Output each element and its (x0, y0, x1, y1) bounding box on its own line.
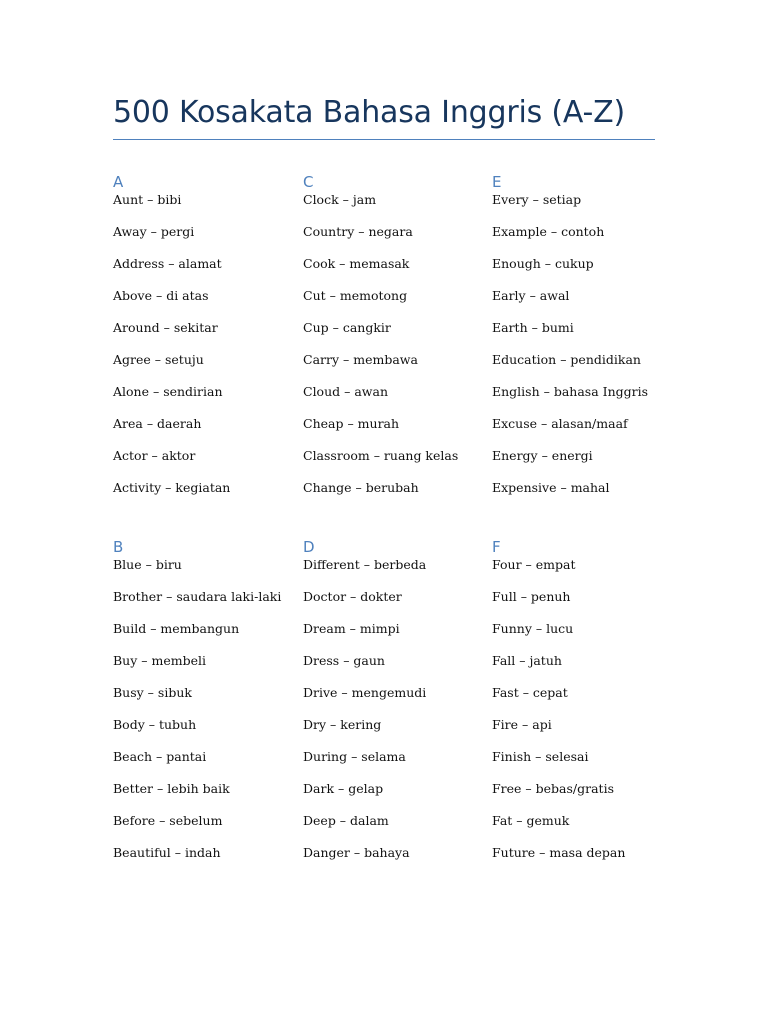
vocab-entry: Country – negara (303, 224, 413, 239)
vocab-entry: Full – penuh (492, 589, 571, 604)
vocab-entry: Change – berubah (303, 480, 419, 495)
vocab-entry: Free – bebas/gratis (492, 781, 614, 796)
vocab-entry: Brother – saudara laki-laki (113, 589, 282, 604)
section-d (303, 537, 483, 877)
vocab-entry: Excuse – alasan/maaf (492, 416, 628, 431)
vocab-entry: Fall – jatuh (492, 653, 562, 668)
word-list (303, 557, 483, 877)
vocab-entry: Actor – aktor (113, 448, 196, 463)
vocab-entry: Cut – memotong (303, 288, 408, 303)
vocab-entry: Example – contoh (492, 224, 605, 239)
vocab-entry: Away – pergi (113, 224, 195, 239)
vocab-entry: Dark – gelap (303, 781, 384, 796)
vocab-entry: Clock – jam (303, 192, 377, 207)
vocab-entry: Cheap – murah (303, 416, 400, 431)
vocab-entry: Fire – api (492, 717, 552, 732)
word-list (113, 192, 293, 512)
section-letter: D (303, 538, 315, 556)
vocab-entry: Buy – membeli (113, 653, 206, 668)
vocab-entry: Classroom – ruang kelas (303, 448, 459, 463)
section-b (113, 537, 293, 877)
vocab-entry: Carry – membawa (303, 352, 418, 367)
vocab-entry: Enough – cukup (492, 256, 594, 271)
vocab-entry: Build – membangun (113, 621, 240, 636)
section-c (303, 172, 483, 512)
vocab-entry: Cloud – awan (303, 384, 388, 399)
vocab-entry: During – selama (303, 749, 406, 764)
vocab-entry: Alone – sendirian (113, 384, 223, 399)
section-letter: F (492, 538, 501, 556)
vocab-entry: Cup – cangkir (303, 320, 391, 335)
vocab-entry: English – bahasa Inggris (492, 384, 649, 399)
vocab-entry: Funny – lucu (492, 621, 574, 636)
vocab-entry: Better – lebih baik (113, 781, 230, 796)
section-letter: C (303, 173, 314, 191)
word-list (113, 557, 293, 877)
vocab-entry: Drive – mengemudi (303, 685, 427, 700)
vocab-entry: Activity – kegiatan (113, 480, 231, 495)
vocab-entry: Dress – gaun (303, 653, 385, 668)
vocab-entry: Dry – kering (303, 717, 382, 732)
vocab-entry: Around – sekitar (113, 320, 218, 335)
vocab-entry: Fat – gemuk (492, 813, 570, 828)
vocab-entry: Agree – setuju (113, 352, 204, 367)
vocab-entry: Every – setiap (492, 192, 582, 207)
vocab-entry: Aunt – bibi (113, 192, 182, 207)
section-f (492, 537, 672, 877)
section-letter: E (492, 173, 502, 191)
vocab-entry: Danger – bahaya (303, 845, 410, 860)
vocab-entry: Finish – selesai (492, 749, 589, 764)
word-list (303, 192, 483, 512)
vocab-entry: Future – masa depan (492, 845, 626, 860)
vocab-entry: Early – awal (492, 288, 570, 303)
vocab-entry: Expensive – mahal (492, 480, 610, 495)
vocab-entry: Education – pendidikan (492, 352, 641, 367)
page-title: 500 Kosakata Bahasa Inggris (A-Z) (113, 95, 625, 130)
vocab-entry: Address – alamat (113, 256, 222, 271)
vocab-entry: Dream – mimpi (303, 621, 400, 636)
section-e (492, 172, 672, 512)
vocab-entry: Cook – memasak (303, 256, 410, 271)
vocab-entry: Busy – sibuk (113, 685, 192, 700)
vocab-entry: Body – tubuh (113, 717, 197, 732)
vocab-entry: Different – berbeda (303, 557, 427, 572)
vocab-entry: Doctor – dokter (303, 589, 402, 604)
word-list (492, 192, 672, 512)
section-letter: B (113, 538, 124, 556)
title-divider (113, 139, 655, 140)
vocab-entry: Deep – dalam (303, 813, 389, 828)
vocab-entry: Energy – energi (492, 448, 593, 463)
vocab-entry: Earth – bumi (492, 320, 574, 335)
word-list (492, 557, 672, 877)
vocab-entry: Before – sebelum (113, 813, 223, 828)
vocab-entry: Fast – cepat (492, 685, 568, 700)
section-a (113, 172, 293, 512)
vocab-entry: Beach – pantai (113, 749, 207, 764)
vocab-entry: Above – di atas (113, 288, 209, 303)
vocab-entry: Beautiful – indah (113, 845, 221, 860)
section-letter: A (113, 173, 124, 191)
vocab-entry: Area – daerah (113, 416, 202, 431)
vocab-entry: Blue – biru (113, 557, 182, 572)
vocab-entry: Four – empat (492, 557, 576, 572)
